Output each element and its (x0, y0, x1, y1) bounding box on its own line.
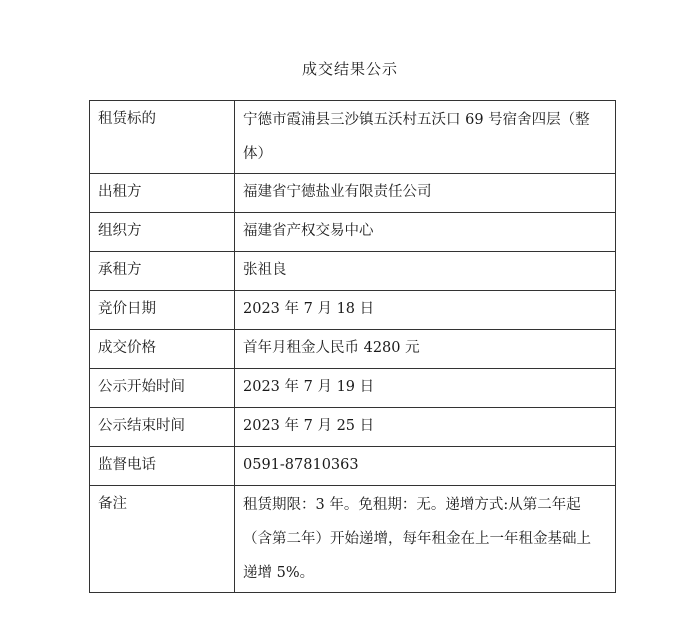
row-label: 竞价日期 (90, 291, 235, 330)
table-row (90, 408, 616, 447)
row-label: 公示结束时间 (90, 408, 235, 447)
row-value-lease-subject: 宁德市霞浦县三沙镇五沃村五沃口 69 号宿舍四层（整体） (235, 101, 616, 174)
row-label: 备注 (90, 486, 235, 593)
row-value-deal-price: 首年月租金人民币 4280 元 (235, 330, 616, 369)
table-row (90, 330, 616, 369)
document-title: 成交结果公示 (301, 60, 398, 78)
transaction-result-table (89, 100, 616, 593)
table-row (90, 447, 616, 486)
table-row (90, 252, 616, 291)
table-row (90, 101, 616, 174)
table-row (90, 486, 616, 593)
row-label: 承租方 (90, 252, 235, 291)
table-row (90, 174, 616, 213)
table-row (90, 291, 616, 330)
row-label: 组织方 (90, 213, 235, 252)
row-label: 租赁标的 (90, 101, 235, 174)
row-value-supervision-phone: 0591-87810363 (235, 447, 616, 486)
row-value-organizer: 福建省产权交易中心 (235, 213, 616, 252)
row-label: 出租方 (90, 174, 235, 213)
row-label: 公示开始时间 (90, 369, 235, 408)
table-row (90, 369, 616, 408)
row-value-bid-date: 2023 年 7 月 18 日 (235, 291, 616, 330)
row-value-publicity-end: 2023 年 7 月 25 日 (235, 408, 616, 447)
row-value-publicity-start: 2023 年 7 月 19 日 (235, 369, 616, 408)
row-value-lessor: 福建省宁德盐业有限责任公司 (235, 174, 616, 213)
row-label: 监督电话 (90, 447, 235, 486)
row-label: 成交价格 (90, 330, 235, 369)
table-row (90, 213, 616, 252)
row-value-remarks: 租赁期限：3 年。免租期：无。递增方式:从第二年起（含第二年）开始递增，每年租金在上一年租金基础上递增 5%。 (235, 486, 616, 593)
row-value-lessee: 张祖良 (235, 252, 616, 291)
